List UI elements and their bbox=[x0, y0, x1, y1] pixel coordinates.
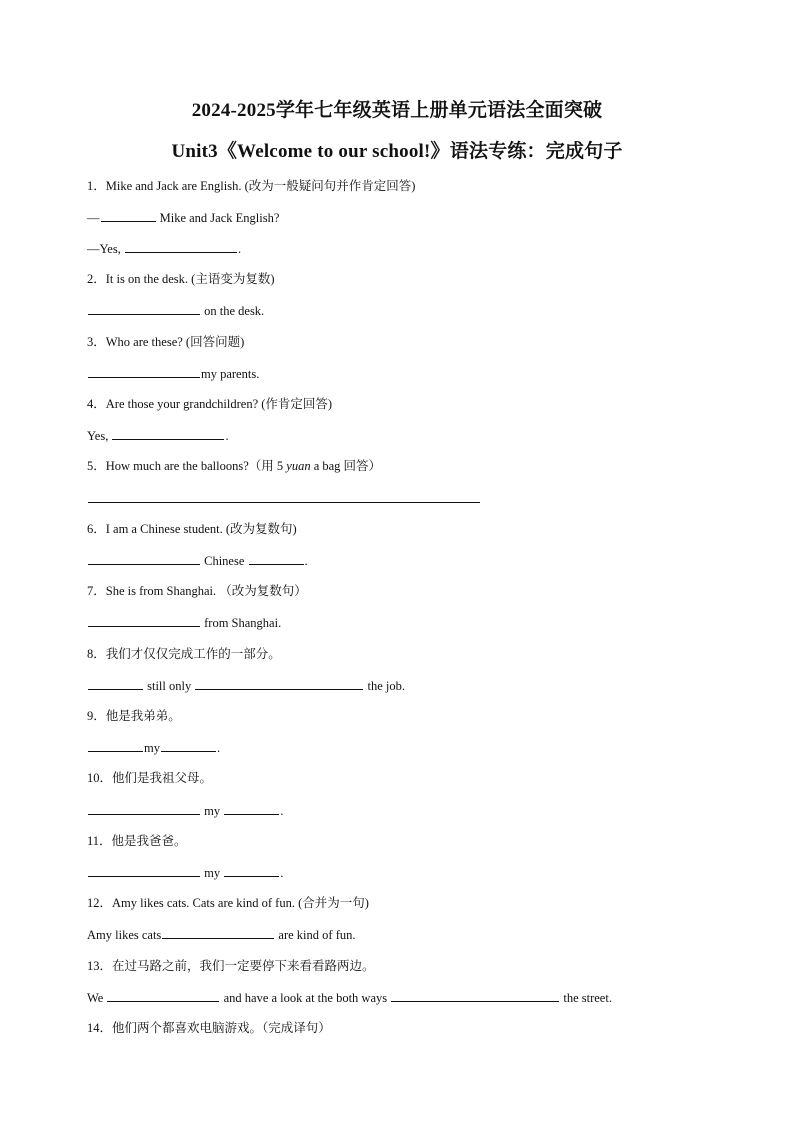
answer-blank[interactable] bbox=[125, 240, 237, 253]
answer-blank[interactable] bbox=[88, 739, 143, 752]
question-2: 2．It is on the desk. (主语变为复数) bbox=[87, 272, 275, 286]
answer-blank[interactable] bbox=[88, 302, 200, 315]
answer-10: my . bbox=[87, 802, 283, 819]
question-10: 10．他们是我祖父母。 bbox=[87, 771, 213, 785]
answer-blank[interactable] bbox=[88, 677, 143, 690]
question-14: 14．他们两个都喜欢电脑游戏。（完成译句） bbox=[87, 1021, 331, 1035]
answer-1b: —Yes, . bbox=[87, 242, 242, 256]
answer-9: my . bbox=[87, 739, 220, 756]
answer-11: my . bbox=[87, 864, 283, 881]
question-13: 13．在过马路之前，我们一定要停下来看看路两边。 bbox=[87, 959, 375, 973]
question-11: 11．他是我爸爸。 bbox=[87, 834, 187, 848]
question-12: 12．Amy likes cats. Cats are kind of fun. (合并为一句) bbox=[87, 896, 369, 910]
answer-5 bbox=[87, 490, 481, 507]
question-9: 9．他是我弟弟。 bbox=[87, 709, 181, 723]
answer-6: Chinese . bbox=[87, 552, 308, 569]
answer-blank[interactable] bbox=[107, 989, 219, 1002]
question-1: 1．Mike and Jack are English. (改为一般疑问句并作肯定回答) bbox=[87, 179, 416, 193]
answer-blank[interactable] bbox=[101, 209, 156, 222]
answer-blank[interactable] bbox=[224, 864, 279, 877]
answer-3: my parents. bbox=[87, 365, 259, 382]
answer-1a: — Mike and Jack English? bbox=[87, 211, 280, 225]
question-6: 6．I am a Chinese student. (改为复数句) bbox=[87, 522, 297, 536]
answer-blank[interactable] bbox=[88, 864, 200, 877]
answer-7: from Shanghai. bbox=[87, 614, 281, 631]
answer-blank[interactable] bbox=[391, 989, 559, 1002]
answer-blank[interactable] bbox=[88, 365, 200, 378]
answer-blank[interactable] bbox=[162, 926, 274, 939]
answer-blank[interactable] bbox=[112, 427, 224, 440]
answer-blank[interactable] bbox=[88, 490, 480, 503]
question-3: 3．Who are these? (回答问题) bbox=[87, 335, 245, 349]
answer-blank[interactable] bbox=[88, 802, 200, 815]
answer-blank[interactable] bbox=[249, 552, 304, 565]
answer-blank[interactable] bbox=[88, 552, 200, 565]
answer-blank[interactable] bbox=[161, 739, 216, 752]
question-8: 8．我们才仅仅完成工作的一部分。 bbox=[87, 647, 281, 661]
answer-13: We and have a look at the both ways the street. bbox=[87, 991, 612, 1005]
answer-2: on the desk. bbox=[87, 302, 264, 319]
question-4: 4．Are those your grandchildren? (作肯定回答) bbox=[87, 397, 333, 411]
answer-blank[interactable] bbox=[88, 614, 200, 627]
answer-12: Amy likes cats are kind of fun. bbox=[87, 928, 356, 942]
answer-4: Yes, . bbox=[87, 429, 229, 443]
question-5: 5．How much are the balloons?（用 5 yuan a bag 回答） bbox=[87, 459, 382, 473]
answer-8: still only the job. bbox=[87, 677, 405, 694]
page-title: 2024-2025学年七年级英语上册单元语法全面突破 bbox=[191, 100, 603, 121]
question-7: 7．She is from Shanghai. （改为复数句） bbox=[87, 584, 307, 598]
answer-blank[interactable] bbox=[224, 802, 279, 815]
answer-blank[interactable] bbox=[195, 677, 363, 690]
page-subtitle: Unit3《Welcome to our school!》语法专练：完成句子 bbox=[171, 141, 623, 162]
